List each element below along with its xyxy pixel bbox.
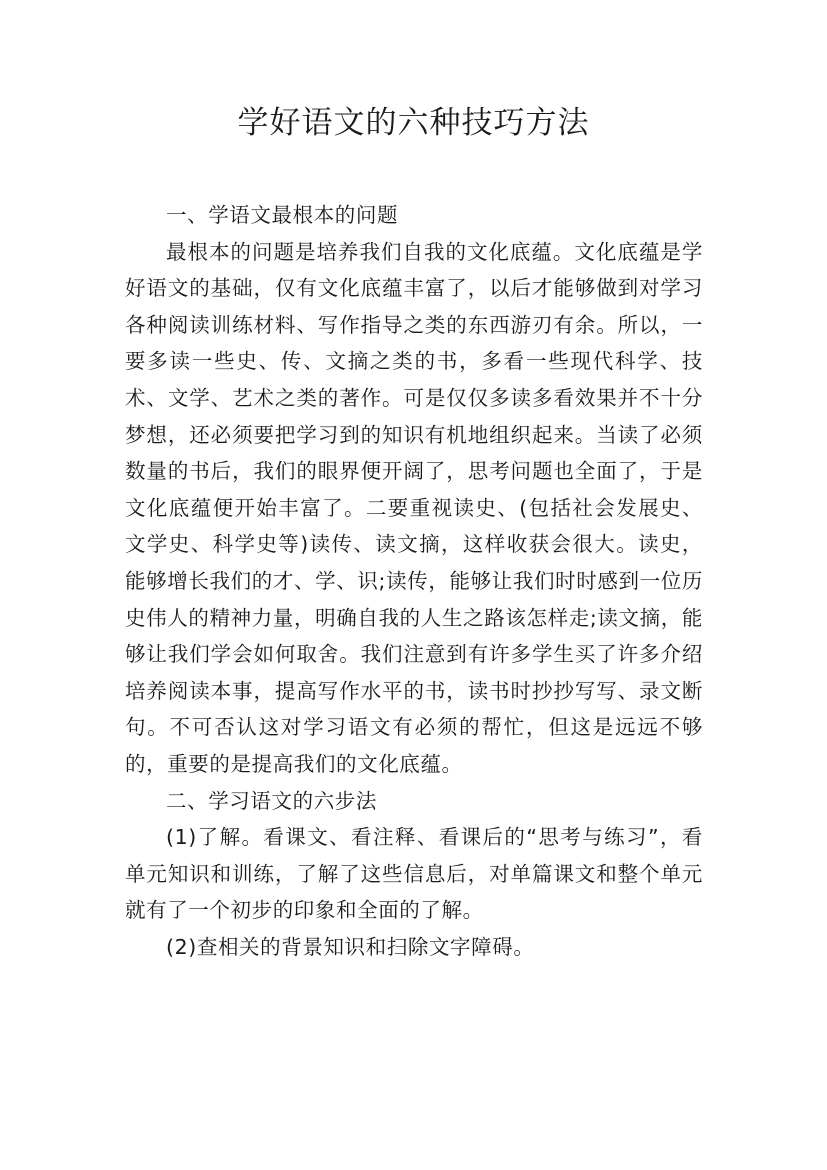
section-heading-2: 二、学习语文的六步法 [166, 788, 377, 813]
section-heading-1: 一、学语文最根本的问题 [166, 203, 399, 227]
paragraph-1: 最根本的问题是培养我们自我的文化底蕴。文化底蕴是学好语文的基础，仅有文化底蕴丰富了，以后才能够做到对学习各种阅读训练材料、写作指导之类的东西游刃有余。所以，一要多读一些史、传、文摘之类的书，多看一些现代科学、技术、文学、艺术之类的著作。可是仅仅多读多看效果并不十分梦想，还必须要把学习到的知识有机地组织起来。当读了必须数量的书后，我们的眼界便开阔了，思考问题也全面了，于是文化底蕴便开始丰富了。二要重视读史、(包括社会发展史、文学史、科学史等)读传、读文摘，这样收获会很大。读史，能够增长我们的才、学、识;读传，能够让我们时时感到一位历史伟人的精神力量，明确自我的人生之路该怎样走;读文摘，能够让我们学会如何取舍。我们注意到有许多学生买了许多介绍培养阅读本事，提高写作水平的书，读书时抄抄写写、录文断句。不可否认这对学习语文有必须的帮忙，但这是远远不够的，重要的是提高我们的文化底蕴。 [125, 239, 703, 776]
document-title: 学好语文的六种技巧方法 [237, 105, 590, 141]
paragraph-3: (2)查相关的背景知识和扫除文字障碍。 [166, 934, 535, 959]
paragraph-2: (1)了解。看课文、看注释、看课后的“思考与练习”，看单元知识和训练，了解了这些信息后，对单篇课文和整个单元就有了一个初步的印象和全面的了解。 [125, 825, 703, 923]
document-body [125, 197, 703, 965]
